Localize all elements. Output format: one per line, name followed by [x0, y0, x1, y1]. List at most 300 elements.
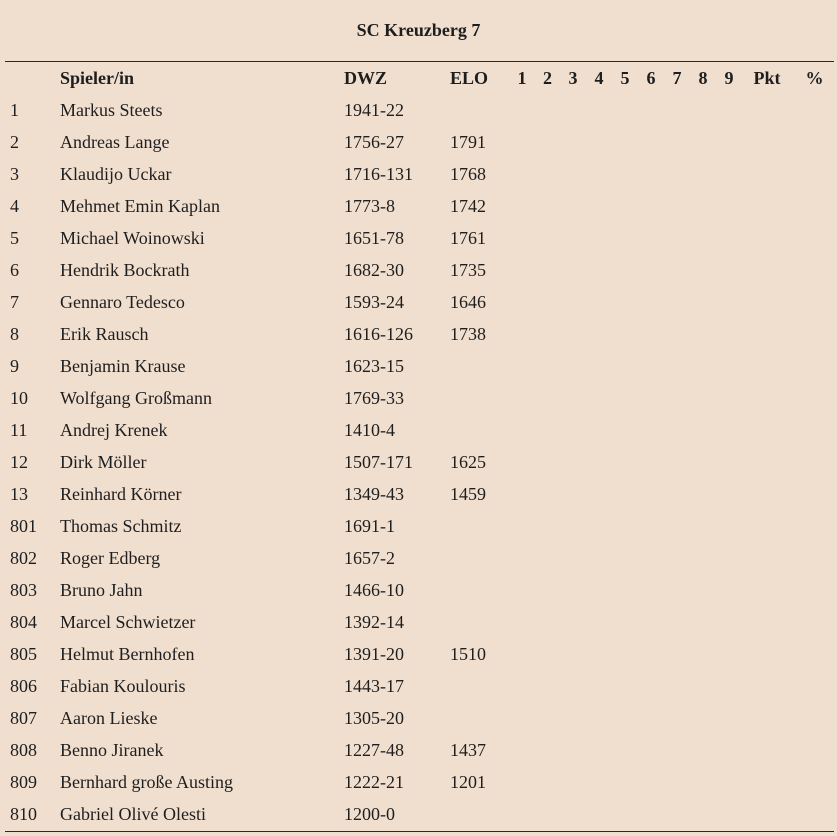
table-row: [0, 606, 837, 638]
player-name-cell: Marcel Schwietzer: [60, 612, 196, 632]
round-header: 5: [620, 68, 630, 88]
footer-divider: [5, 831, 834, 832]
rank-cell: 806: [10, 676, 37, 696]
player-name-cell: Helmut Bernhofen: [60, 644, 195, 664]
player-name-cell: Andrej Krenek: [60, 420, 168, 440]
round-result-cell: [690, 350, 716, 382]
round-result-cell: [716, 126, 742, 158]
round-result-cell: [535, 222, 560, 254]
round-result-cell: [586, 190, 612, 222]
round-result-cell: [690, 702, 716, 734]
round-result-cell: [586, 574, 612, 606]
player-name-cell: Fabian Koulouris: [60, 676, 186, 696]
round-header: 1: [517, 68, 527, 88]
percent-cell: [792, 446, 837, 478]
player-name-cell: Wolfgang Großmann: [60, 388, 213, 408]
rank-cell: 8: [10, 324, 19, 344]
rank-cell: 4: [10, 196, 19, 216]
table-row: [0, 254, 837, 286]
rank-cell: 802: [10, 548, 37, 568]
round-result-cell: [664, 446, 690, 478]
rank-cell: 10: [10, 388, 28, 408]
round-result-cell: [716, 254, 742, 286]
round-result-cell: [664, 542, 690, 574]
round-result-cell: [638, 670, 664, 702]
round-result-cell: [560, 254, 586, 286]
round-result-cell: [586, 222, 612, 254]
rank-cell: 5: [10, 228, 19, 248]
points-cell: [742, 606, 792, 638]
elo-cell: [450, 414, 509, 446]
round-result-cell: [716, 286, 742, 318]
round-result-cell: [612, 286, 638, 318]
points-cell: [742, 126, 792, 158]
percent-cell: [792, 190, 837, 222]
table-row: [0, 478, 837, 510]
round-result-cell: [638, 414, 664, 446]
round-result-cell: [560, 638, 586, 670]
points-cell: [742, 158, 792, 190]
round-result-cell: [535, 638, 560, 670]
elo-cell: [450, 606, 509, 638]
dwz-cell: 1200-0: [344, 804, 395, 824]
round-result-cell: [586, 94, 612, 126]
round-result-cell: [612, 574, 638, 606]
round-result-cell: [560, 286, 586, 318]
player-name-cell: Aaron Lieske: [60, 708, 158, 728]
round-result-cell: [535, 254, 560, 286]
round-result-cell: [690, 382, 716, 414]
percent-cell: [792, 158, 837, 190]
round-result-cell: [690, 478, 716, 510]
round-result-cell: [638, 382, 664, 414]
round-result-cell: [509, 734, 535, 766]
table-row: [0, 446, 837, 478]
dwz-cell: 1305-20: [344, 708, 404, 728]
round-result-cell: [716, 510, 742, 542]
rank-cell: 809: [10, 772, 37, 792]
round-result-cell: [664, 478, 690, 510]
round-result-cell: [716, 350, 742, 382]
round-result-cell: [664, 766, 690, 798]
percent-cell: [792, 94, 837, 126]
round-header: 8: [698, 68, 708, 88]
percent-cell: [792, 126, 837, 158]
round-result-cell: [535, 510, 560, 542]
percent-cell: [792, 798, 837, 830]
round-result-cell: [560, 510, 586, 542]
round-result-cell: [612, 734, 638, 766]
round-result-cell: [664, 510, 690, 542]
round-result-cell: [690, 670, 716, 702]
rank-cell: 9: [10, 356, 19, 376]
elo-cell: [450, 510, 509, 542]
round-result-cell: [586, 446, 612, 478]
round-result-cell: [664, 222, 690, 254]
round-result-cell: [690, 766, 716, 798]
dwz-cell: 1657-2: [344, 548, 395, 568]
player-name-cell: Gennaro Tedesco: [60, 292, 185, 312]
round-result-cell: [560, 382, 586, 414]
elo-cell: 1735: [450, 260, 486, 280]
round-result-cell: [586, 158, 612, 190]
round-result-cell: [612, 190, 638, 222]
round-result-cell: [664, 350, 690, 382]
round-result-cell: [716, 446, 742, 478]
round-result-cell: [612, 350, 638, 382]
round-result-cell: [638, 318, 664, 350]
round-result-cell: [690, 510, 716, 542]
table-row: [0, 350, 837, 382]
elo-cell: 1791: [450, 132, 486, 152]
round-result-cell: [586, 702, 612, 734]
player-name-cell: Mehmet Emin Kaplan: [60, 196, 220, 216]
elo-cell: 1201: [450, 772, 486, 792]
dwz-cell: 1410-4: [344, 420, 395, 440]
round-result-cell: [638, 286, 664, 318]
elo-cell: 1437: [450, 740, 486, 760]
round-result-cell: [509, 414, 535, 446]
round-result-cell: [535, 286, 560, 318]
round-result-cell: [509, 798, 535, 830]
rank-cell: 1: [10, 100, 19, 120]
round-result-cell: [560, 190, 586, 222]
player-name-cell: Thomas Schmitz: [60, 516, 182, 536]
round-result-cell: [560, 446, 586, 478]
round-result-cell: [586, 510, 612, 542]
points-cell: [742, 286, 792, 318]
round-result-cell: [716, 158, 742, 190]
round-result-cell: [560, 126, 586, 158]
elo-cell: 1761: [450, 228, 486, 248]
round-result-cell: [535, 702, 560, 734]
round-result-cell: [535, 158, 560, 190]
round-result-cell: [664, 254, 690, 286]
points-cell: [742, 734, 792, 766]
round-result-cell: [509, 702, 535, 734]
rank-cell: 11: [10, 420, 28, 440]
player-name-cell: Bruno Jahn: [60, 580, 143, 600]
table-row: [0, 414, 837, 446]
player-name-cell: Markus Steets: [60, 100, 163, 120]
round-result-cell: [535, 190, 560, 222]
round-result-cell: [535, 766, 560, 798]
elo-cell: 1510: [450, 644, 486, 664]
round-result-cell: [560, 606, 586, 638]
round-result-cell: [690, 126, 716, 158]
round-result-cell: [586, 318, 612, 350]
round-result-cell: [509, 382, 535, 414]
round-result-cell: [716, 190, 742, 222]
round-result-cell: [612, 446, 638, 478]
elo-cell: [450, 542, 509, 574]
round-result-cell: [716, 606, 742, 638]
elo-cell: [450, 382, 509, 414]
rank-cell: 3: [10, 164, 19, 184]
rank-cell: 804: [10, 612, 37, 632]
round-result-cell: [638, 222, 664, 254]
round-header: 9: [724, 68, 734, 88]
round-result-cell: [612, 254, 638, 286]
round-result-cell: [638, 766, 664, 798]
elo-cell: [450, 702, 509, 734]
percent-header: %: [805, 68, 824, 88]
round-result-cell: [690, 606, 716, 638]
table-row: [0, 158, 837, 190]
round-header: 7: [672, 68, 682, 88]
round-result-cell: [638, 190, 664, 222]
player-name-cell: Dirk Möller: [60, 452, 147, 472]
round-result-cell: [612, 798, 638, 830]
round-result-cell: [612, 414, 638, 446]
points-cell: [742, 574, 792, 606]
round-result-cell: [716, 798, 742, 830]
rank-cell: 13: [10, 484, 28, 504]
round-result-cell: [586, 606, 612, 638]
dwz-cell: 1651-78: [344, 228, 404, 248]
elo-cell: [450, 574, 509, 606]
round-result-cell: [716, 94, 742, 126]
points-cell: [742, 254, 792, 286]
round-result-cell: [612, 478, 638, 510]
round-result-cell: [664, 574, 690, 606]
round-result-cell: [638, 446, 664, 478]
round-result-cell: [509, 158, 535, 190]
round-result-cell: [509, 766, 535, 798]
round-result-cell: [535, 478, 560, 510]
round-result-cell: [664, 638, 690, 670]
round-result-cell: [535, 734, 560, 766]
round-result-cell: [586, 734, 612, 766]
points-cell: [742, 766, 792, 798]
round-result-cell: [612, 94, 638, 126]
round-result-cell: [535, 126, 560, 158]
round-result-cell: [664, 702, 690, 734]
round-result-cell: [690, 286, 716, 318]
points-cell: [742, 638, 792, 670]
round-result-cell: [560, 702, 586, 734]
round-result-cell: [535, 350, 560, 382]
percent-cell: [792, 638, 837, 670]
round-result-cell: [509, 318, 535, 350]
round-result-cell: [690, 254, 716, 286]
points-cell: [742, 222, 792, 254]
round-result-cell: [716, 478, 742, 510]
round-result-cell: [612, 606, 638, 638]
player-name-cell: Reinhard Körner: [60, 484, 182, 504]
percent-cell: [792, 670, 837, 702]
percent-cell: [792, 574, 837, 606]
elo-cell: 1625: [450, 452, 486, 472]
round-result-cell: [690, 158, 716, 190]
elo-header: ELO: [450, 68, 489, 88]
round-result-cell: [535, 382, 560, 414]
player-name-cell: Bernhard große Austing: [60, 772, 233, 792]
rank-header: [0, 62, 60, 94]
table-row: [0, 702, 837, 734]
round-header: 3: [568, 68, 578, 88]
table-header-row: [0, 62, 837, 94]
rank-cell: 2: [10, 132, 19, 152]
round-result-cell: [638, 734, 664, 766]
round-result-cell: [664, 190, 690, 222]
round-result-cell: [638, 510, 664, 542]
table-row: [0, 126, 837, 158]
table-row: [0, 510, 837, 542]
round-result-cell: [690, 222, 716, 254]
round-result-cell: [690, 798, 716, 830]
dwz-cell: 1392-14: [344, 612, 404, 632]
round-result-cell: [560, 318, 586, 350]
round-result-cell: [560, 574, 586, 606]
round-result-cell: [509, 670, 535, 702]
round-result-cell: [509, 638, 535, 670]
percent-cell: [792, 702, 837, 734]
round-result-cell: [509, 222, 535, 254]
round-header: 6: [646, 68, 656, 88]
elo-cell: 1768: [450, 164, 486, 184]
round-result-cell: [690, 190, 716, 222]
round-result-cell: [612, 382, 638, 414]
table-row: [0, 190, 837, 222]
round-result-cell: [716, 638, 742, 670]
rank-cell: 12: [10, 452, 28, 472]
round-result-cell: [690, 734, 716, 766]
round-result-cell: [586, 638, 612, 670]
round-result-cell: [638, 350, 664, 382]
round-header: 4: [594, 68, 604, 88]
round-result-cell: [612, 670, 638, 702]
page-title: SC Kreuzberg 7: [356, 20, 481, 40]
table-row: [0, 766, 837, 798]
round-result-cell: [638, 702, 664, 734]
dwz-cell: 1623-15: [344, 356, 404, 376]
points-cell: [742, 350, 792, 382]
percent-cell: [792, 510, 837, 542]
round-result-cell: [612, 222, 638, 254]
round-result-cell: [509, 574, 535, 606]
table-row: [0, 574, 837, 606]
player-header: Spieler/in: [60, 68, 135, 88]
round-result-cell: [509, 94, 535, 126]
round-result-cell: [638, 158, 664, 190]
elo-cell: 1738: [450, 324, 486, 344]
round-result-cell: [535, 94, 560, 126]
round-result-cell: [638, 478, 664, 510]
round-result-cell: [509, 510, 535, 542]
round-result-cell: [509, 126, 535, 158]
round-result-cell: [509, 478, 535, 510]
round-result-cell: [664, 382, 690, 414]
round-result-cell: [509, 350, 535, 382]
round-result-cell: [664, 94, 690, 126]
dwz-cell: 1773-8: [344, 196, 395, 216]
round-result-cell: [612, 638, 638, 670]
points-cell: [742, 542, 792, 574]
round-result-cell: [586, 542, 612, 574]
round-result-cell: [638, 254, 664, 286]
percent-cell: [792, 734, 837, 766]
round-result-cell: [638, 798, 664, 830]
round-result-cell: [560, 734, 586, 766]
rank-cell: 6: [10, 260, 19, 280]
percent-cell: [792, 542, 837, 574]
round-result-cell: [560, 350, 586, 382]
rank-cell: 805: [10, 644, 37, 664]
rank-cell: 7: [10, 292, 19, 312]
round-result-cell: [535, 670, 560, 702]
elo-cell: [450, 94, 509, 126]
points-cell: [742, 94, 792, 126]
table-row: [0, 670, 837, 702]
round-result-cell: [560, 766, 586, 798]
round-result-cell: [586, 414, 612, 446]
round-result-cell: [612, 702, 638, 734]
player-name-cell: Michael Woinowski: [60, 228, 205, 248]
percent-cell: [792, 222, 837, 254]
elo-cell: [450, 350, 509, 382]
round-result-cell: [612, 158, 638, 190]
round-result-cell: [560, 158, 586, 190]
round-result-cell: [509, 190, 535, 222]
percent-cell: [792, 286, 837, 318]
points-cell: [742, 318, 792, 350]
points-cell: [742, 446, 792, 478]
round-result-cell: [586, 798, 612, 830]
round-result-cell: [560, 478, 586, 510]
elo-cell: 1742: [450, 196, 486, 216]
elo-cell: 1459: [450, 484, 486, 504]
player-name-cell: Gabriel Olivé Olesti: [60, 804, 206, 824]
percent-cell: [792, 478, 837, 510]
round-result-cell: [535, 606, 560, 638]
points-cell: [742, 478, 792, 510]
round-result-cell: [664, 606, 690, 638]
round-result-cell: [509, 606, 535, 638]
rank-cell: 803: [10, 580, 37, 600]
percent-cell: [792, 254, 837, 286]
dwz-cell: 1349-43: [344, 484, 404, 504]
round-result-cell: [664, 734, 690, 766]
table-row: [0, 734, 837, 766]
player-name-cell: Benno Jiranek: [60, 740, 164, 760]
round-result-cell: [664, 318, 690, 350]
dwz-cell: 1507-171: [344, 452, 413, 472]
round-result-cell: [509, 542, 535, 574]
dwz-cell: 1443-17: [344, 676, 404, 696]
round-result-cell: [535, 798, 560, 830]
dwz-cell: 1227-48: [344, 740, 404, 760]
player-name-cell: Hendrik Bockrath: [60, 260, 190, 280]
points-cell: [742, 670, 792, 702]
dwz-cell: 1222-21: [344, 772, 404, 792]
table-row: [0, 94, 837, 126]
table-row: [0, 798, 837, 830]
round-result-cell: [560, 542, 586, 574]
round-result-cell: [638, 606, 664, 638]
percent-cell: [792, 766, 837, 798]
round-result-cell: [690, 94, 716, 126]
round-result-cell: [690, 574, 716, 606]
round-result-cell: [716, 734, 742, 766]
round-result-cell: [716, 414, 742, 446]
round-result-cell: [690, 638, 716, 670]
table-row: [0, 318, 837, 350]
round-result-cell: [612, 318, 638, 350]
round-result-cell: [664, 798, 690, 830]
percent-cell: [792, 382, 837, 414]
player-table: [0, 62, 837, 830]
